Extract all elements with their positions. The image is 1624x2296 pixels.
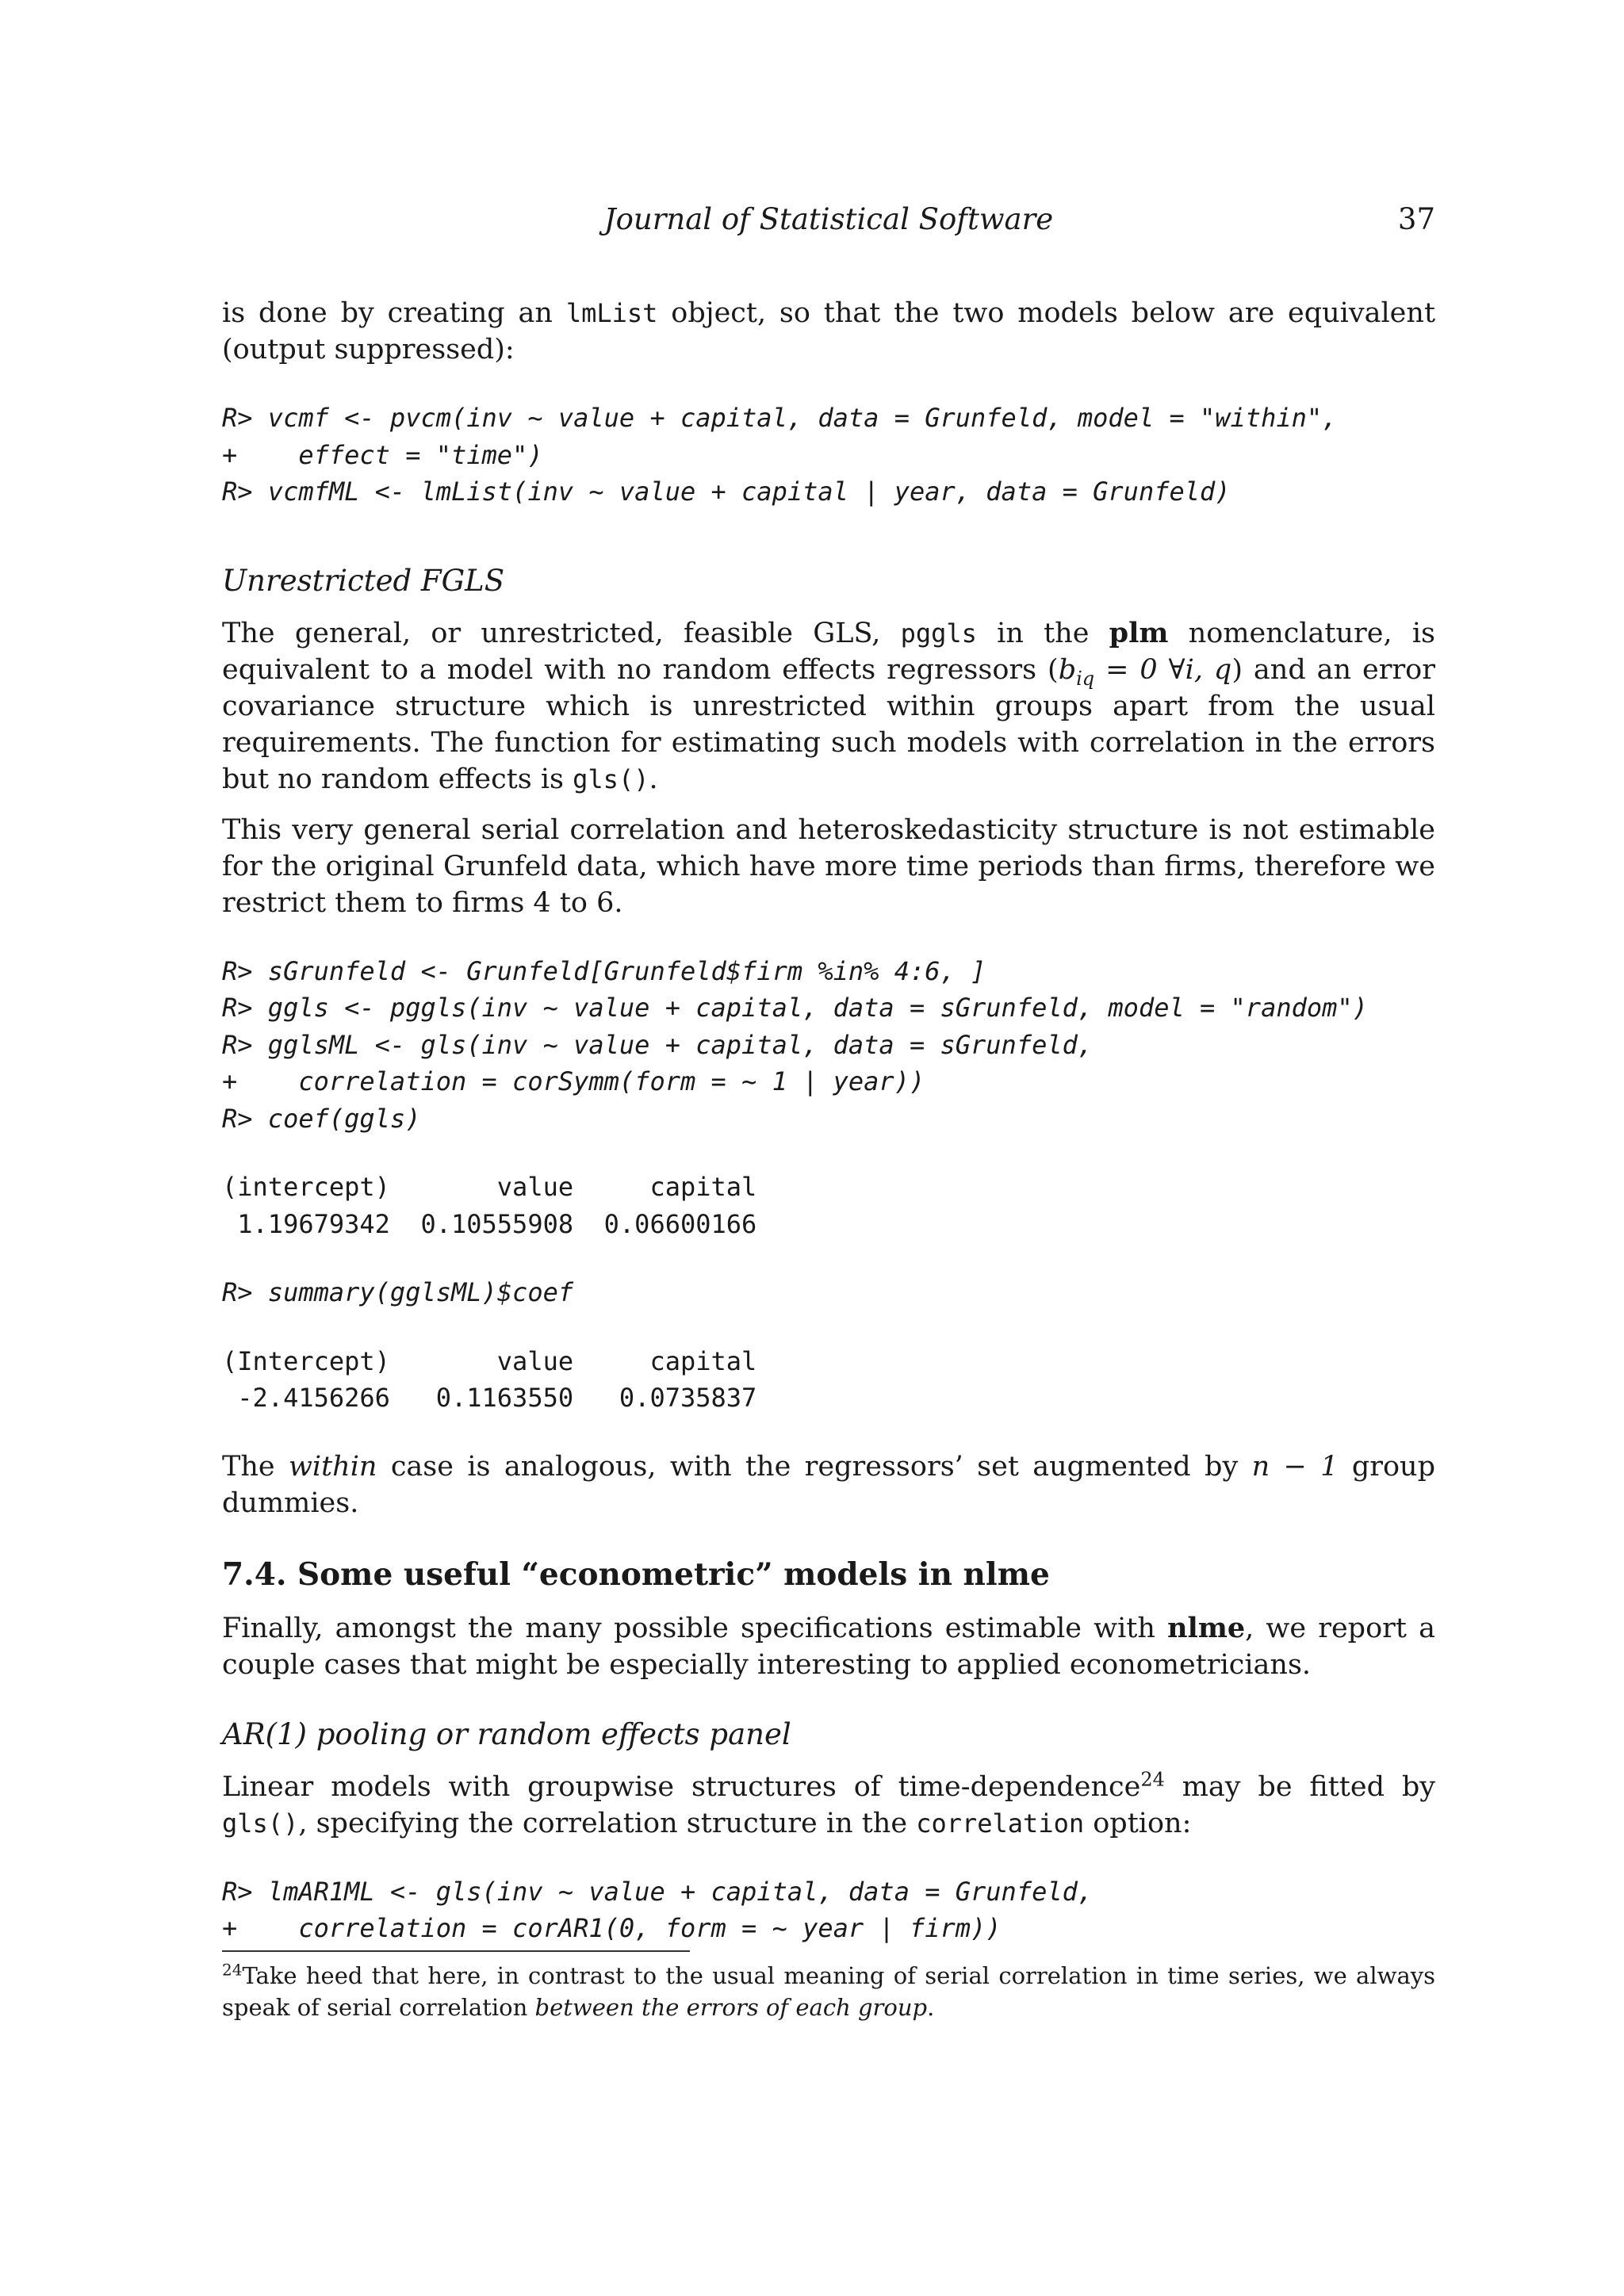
code-line: R> lmAR1ML <- gls(inv ~ value + capital, data = Grunfeld, [222,1876,1094,1907]
math-expression: n − 1 [1251,1450,1339,1483]
code-line: R> ggls <- pggls(inv ~ value + capital, data = sGrunfeld, model = "random") [222,993,1368,1023]
text: Linear models with groupwise structures of time-dependence [222,1770,1141,1803]
code-line: + correlation = corAR1(0, form = ~ year | firm)) [222,1913,1002,1943]
code-line: + correlation = corSymm(form = ~ 1 | year)) [222,1066,925,1096]
text: , we report a couple cases that might be especially interesting to applied econometricians. [222,1612,1435,1681]
inline-code: pggls [900,618,977,649]
code-block-ar1 [222,1873,1435,1947]
output-line: 1.19679342 0.10555908 0.06600166 [222,1208,757,1239]
intro-text: is done by creating an [222,297,566,329]
code-line: R> vcmf <- pvcm(inv ~ value + capital, data = Grunfeld, model = "within", [222,403,1338,433]
text: in the [976,617,1109,649]
output-line: -2.4156266 0.1163550 0.0735837 [222,1383,757,1413]
text: case is analogous, with the regressors’ set augmented by [377,1450,1252,1483]
emphasis: within [288,1450,377,1483]
inline-code: correlation [916,1808,1085,1839]
emphasis: between the errors of each group [534,1993,928,2021]
text: . [927,1993,935,2021]
output-block-coef [222,1169,1435,1242]
code-line: R> coef(ggls) [222,1103,421,1134]
text: may be fitted by [1164,1770,1436,1803]
ar1-paragraph [222,1769,1435,1842]
package-name: plm [1109,616,1169,649]
output-block-summary [222,1343,1435,1417]
within-paragraph [222,1448,1435,1521]
footnote [222,1960,1435,2023]
text: Take heed that here, in contrast to the usual meaning of serial correlation in time series, we always speak of serial correlation [222,1961,1435,2021]
inline-code: gls() [222,1808,299,1839]
text: group dummies. [222,1450,1436,1519]
code-line: R> sGrunfeld <- Grunfeld[Grunfeld$firm %in% 4:6, ] [222,955,986,986]
section-heading: 7.4. Some useful “econometric” models in nlme [222,1556,1050,1593]
fgls-paragraph-2: This very general serial correlation and heteroskedasticity structure is not estimable for the original Grunfeld data, which have more time periods than firms, therefore we restrict them to firms 4 to 6. [222,813,1435,919]
subsection-heading-ar1: AR(1) pooling or random effects panel [222,1716,791,1751]
intro-paragraph [222,295,1435,368]
math-expression [1058,653,1232,690]
code-line: + effect = "time") [222,439,543,470]
output-line: (intercept) value capital [222,1172,757,1202]
footnote-marker[interactable]: 24 [1140,1767,1165,1790]
code-line: R> gglsML <- gls(inv ~ value + capital, data = sGrunfeld, [222,1029,1094,1060]
code-block-summary [222,1274,1435,1311]
code-line: R> vcmfML <- lmList(inv ~ value + capital | year, data = Grunfeld) [222,476,1231,507]
footnote-rule [222,1950,690,1952]
text: The [222,1450,289,1483]
inline-code: lmList [565,298,658,328]
code-block-ggls [222,953,1435,1138]
math-symbol: = 0 ∀i, q [1094,653,1232,686]
inline-code: gls() [573,763,649,794]
footnote-number: 24 [222,1959,243,1979]
page-body [222,295,1435,2023]
text: ) and an error covariance structure which is unrestricted within groups apart from the usual requirements. The function for estimating such models with correlation in the errors but no random effects is [222,653,1435,795]
text: The general, or unrestricted, feasible GLS, [222,617,901,649]
page-number: 37 [1397,202,1435,236]
fgls-paragraph-1 [222,615,1435,798]
output-line: (Intercept) value capital [222,1345,757,1376]
journal-title: Journal of Statistical Software [603,202,1054,236]
text: option: [1084,1807,1192,1839]
finally-paragraph [222,1610,1435,1683]
code-block-vcmf [222,400,1435,511]
text: Finally, amongst the many possible specifications estimable with [222,1612,1168,1644]
math-subscript: iq [1076,667,1095,690]
intro-text: object, so that the two models below are equivalent (output suppressed): [222,297,1436,365]
subsection-heading-fgls: Unrestricted FGLS [222,563,505,598]
code-line: R> summary(gglsML)$coef [222,1277,574,1307]
package-name: nlme [1167,1611,1246,1644]
math-symbol: b [1058,653,1077,686]
text: , specifying the correlation structure in the [298,1807,917,1839]
running-head [222,202,1435,242]
text: . [649,763,658,795]
text: nomenclature, is equivalent to a model with no random effects regressors ( [222,617,1435,686]
